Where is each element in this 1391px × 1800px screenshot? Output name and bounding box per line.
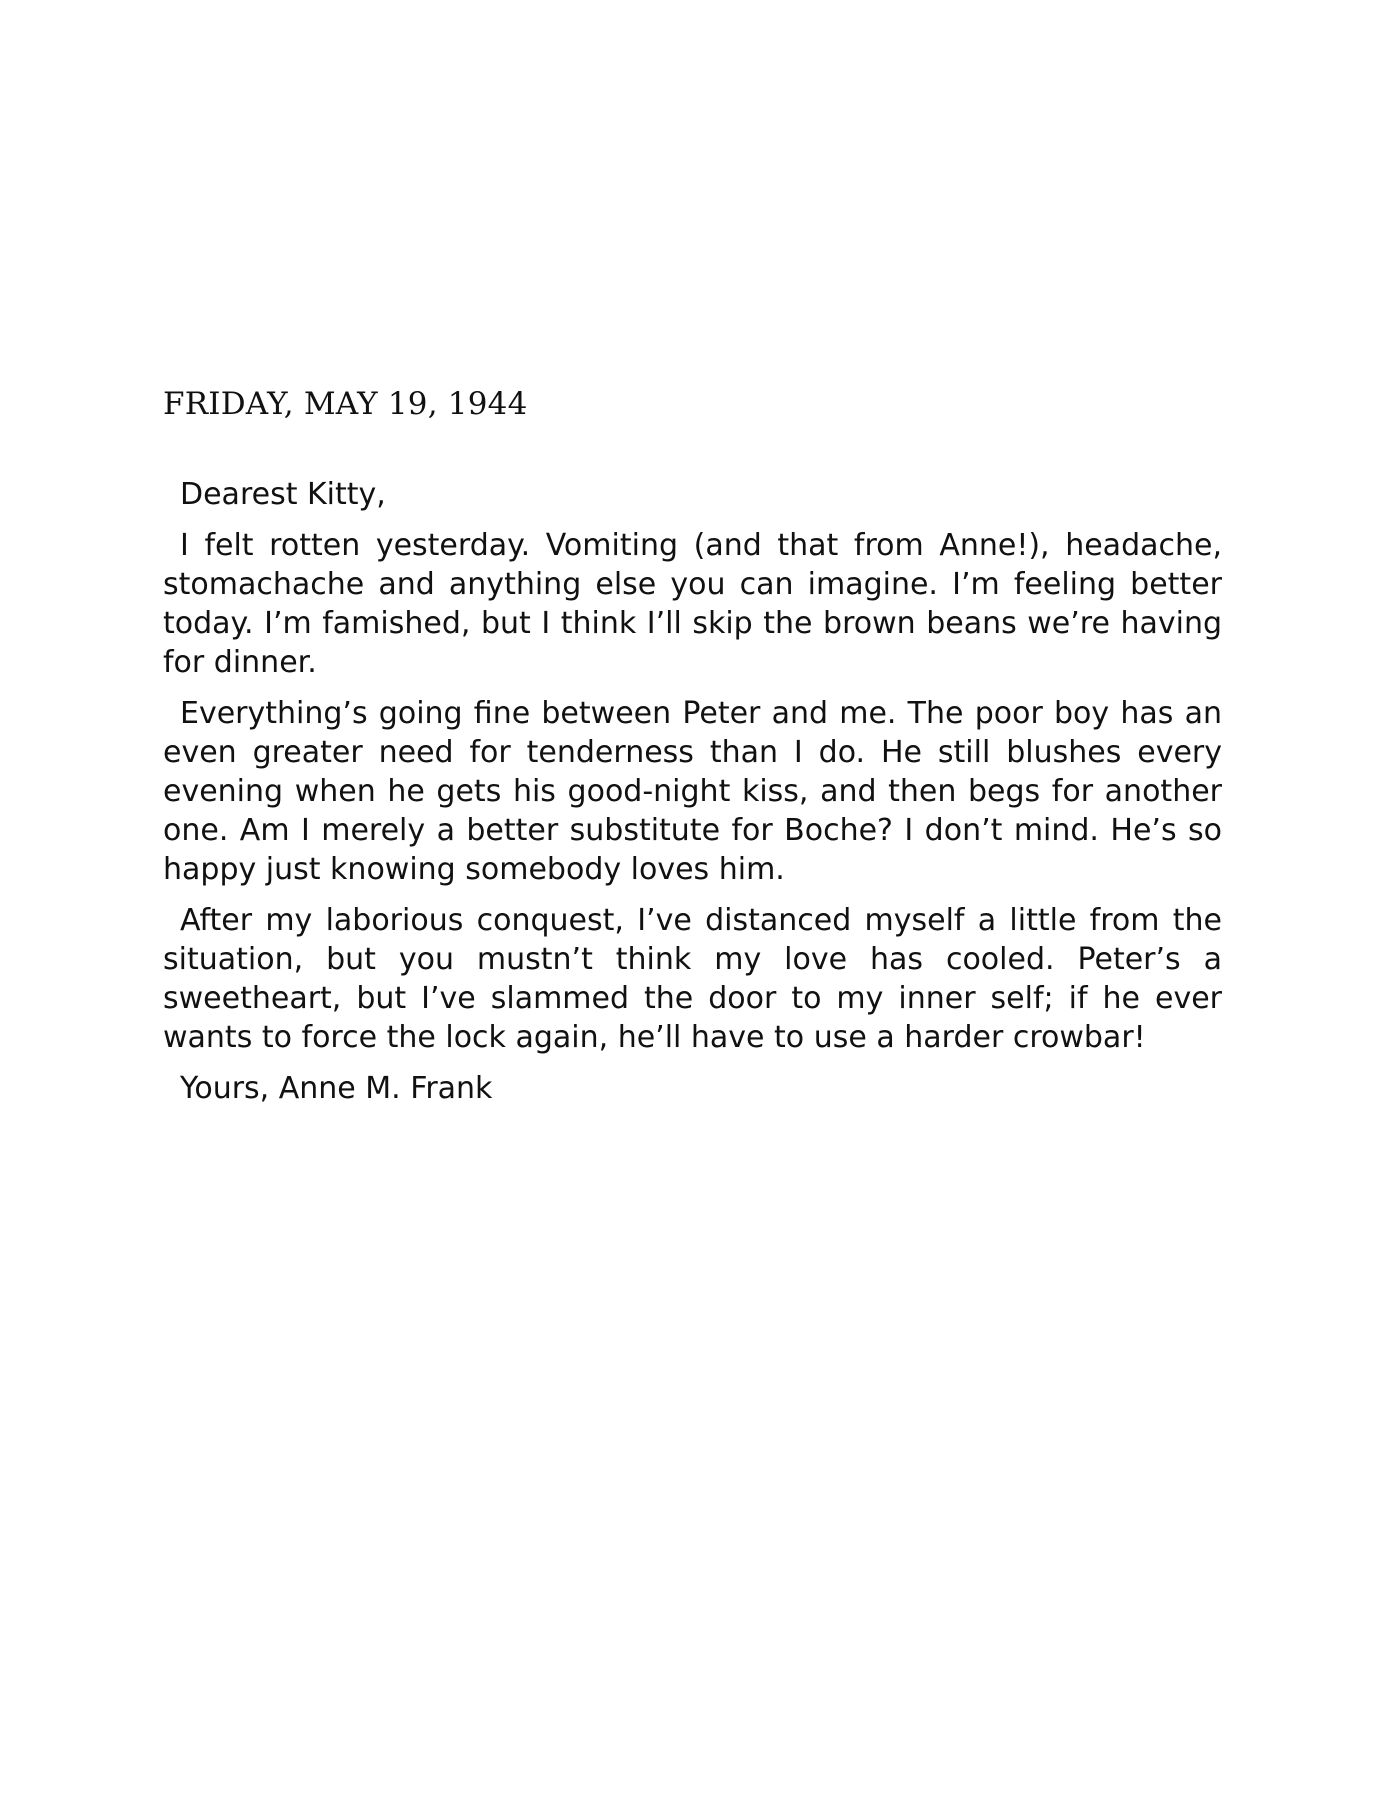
body-paragraph: After my laborious conquest, I’ve distanced myself a little from the situation, but you mustn’t think my love has cooled. Peter’s a sweetheart, but I’ve slammed the door to my inner self; if he ever wants to force the lock again, he’ll have to use a harder crowbar! xyxy=(163,903,1222,1055)
salutation: Dearest Kitty, xyxy=(180,477,386,512)
body-paragraph: I felt rotten yesterday. Vomiting (and that from Anne!), headache, stomachache and anything else you can imagine. I’m feeling better today. I’m famished, but I think I’ll skip the brown beans we’re having for dinner. xyxy=(163,528,1222,680)
body-paragraph: Everything’s going fine between Peter and me. The poor boy has an even greater need for tenderness than I do. He still blushes every evening when he gets his good-night kiss, and then begs for another one. Am I merely a better substitute for Boche? I don’t mind. He’s so happy just knowing somebody loves him. xyxy=(163,696,1222,887)
entry-date-heading: FRIDAY, MAY 19, 1944 xyxy=(163,386,528,422)
diary-page xyxy=(163,385,1222,1120)
closing-signature: Yours, Anne M. Frank xyxy=(180,1071,493,1106)
